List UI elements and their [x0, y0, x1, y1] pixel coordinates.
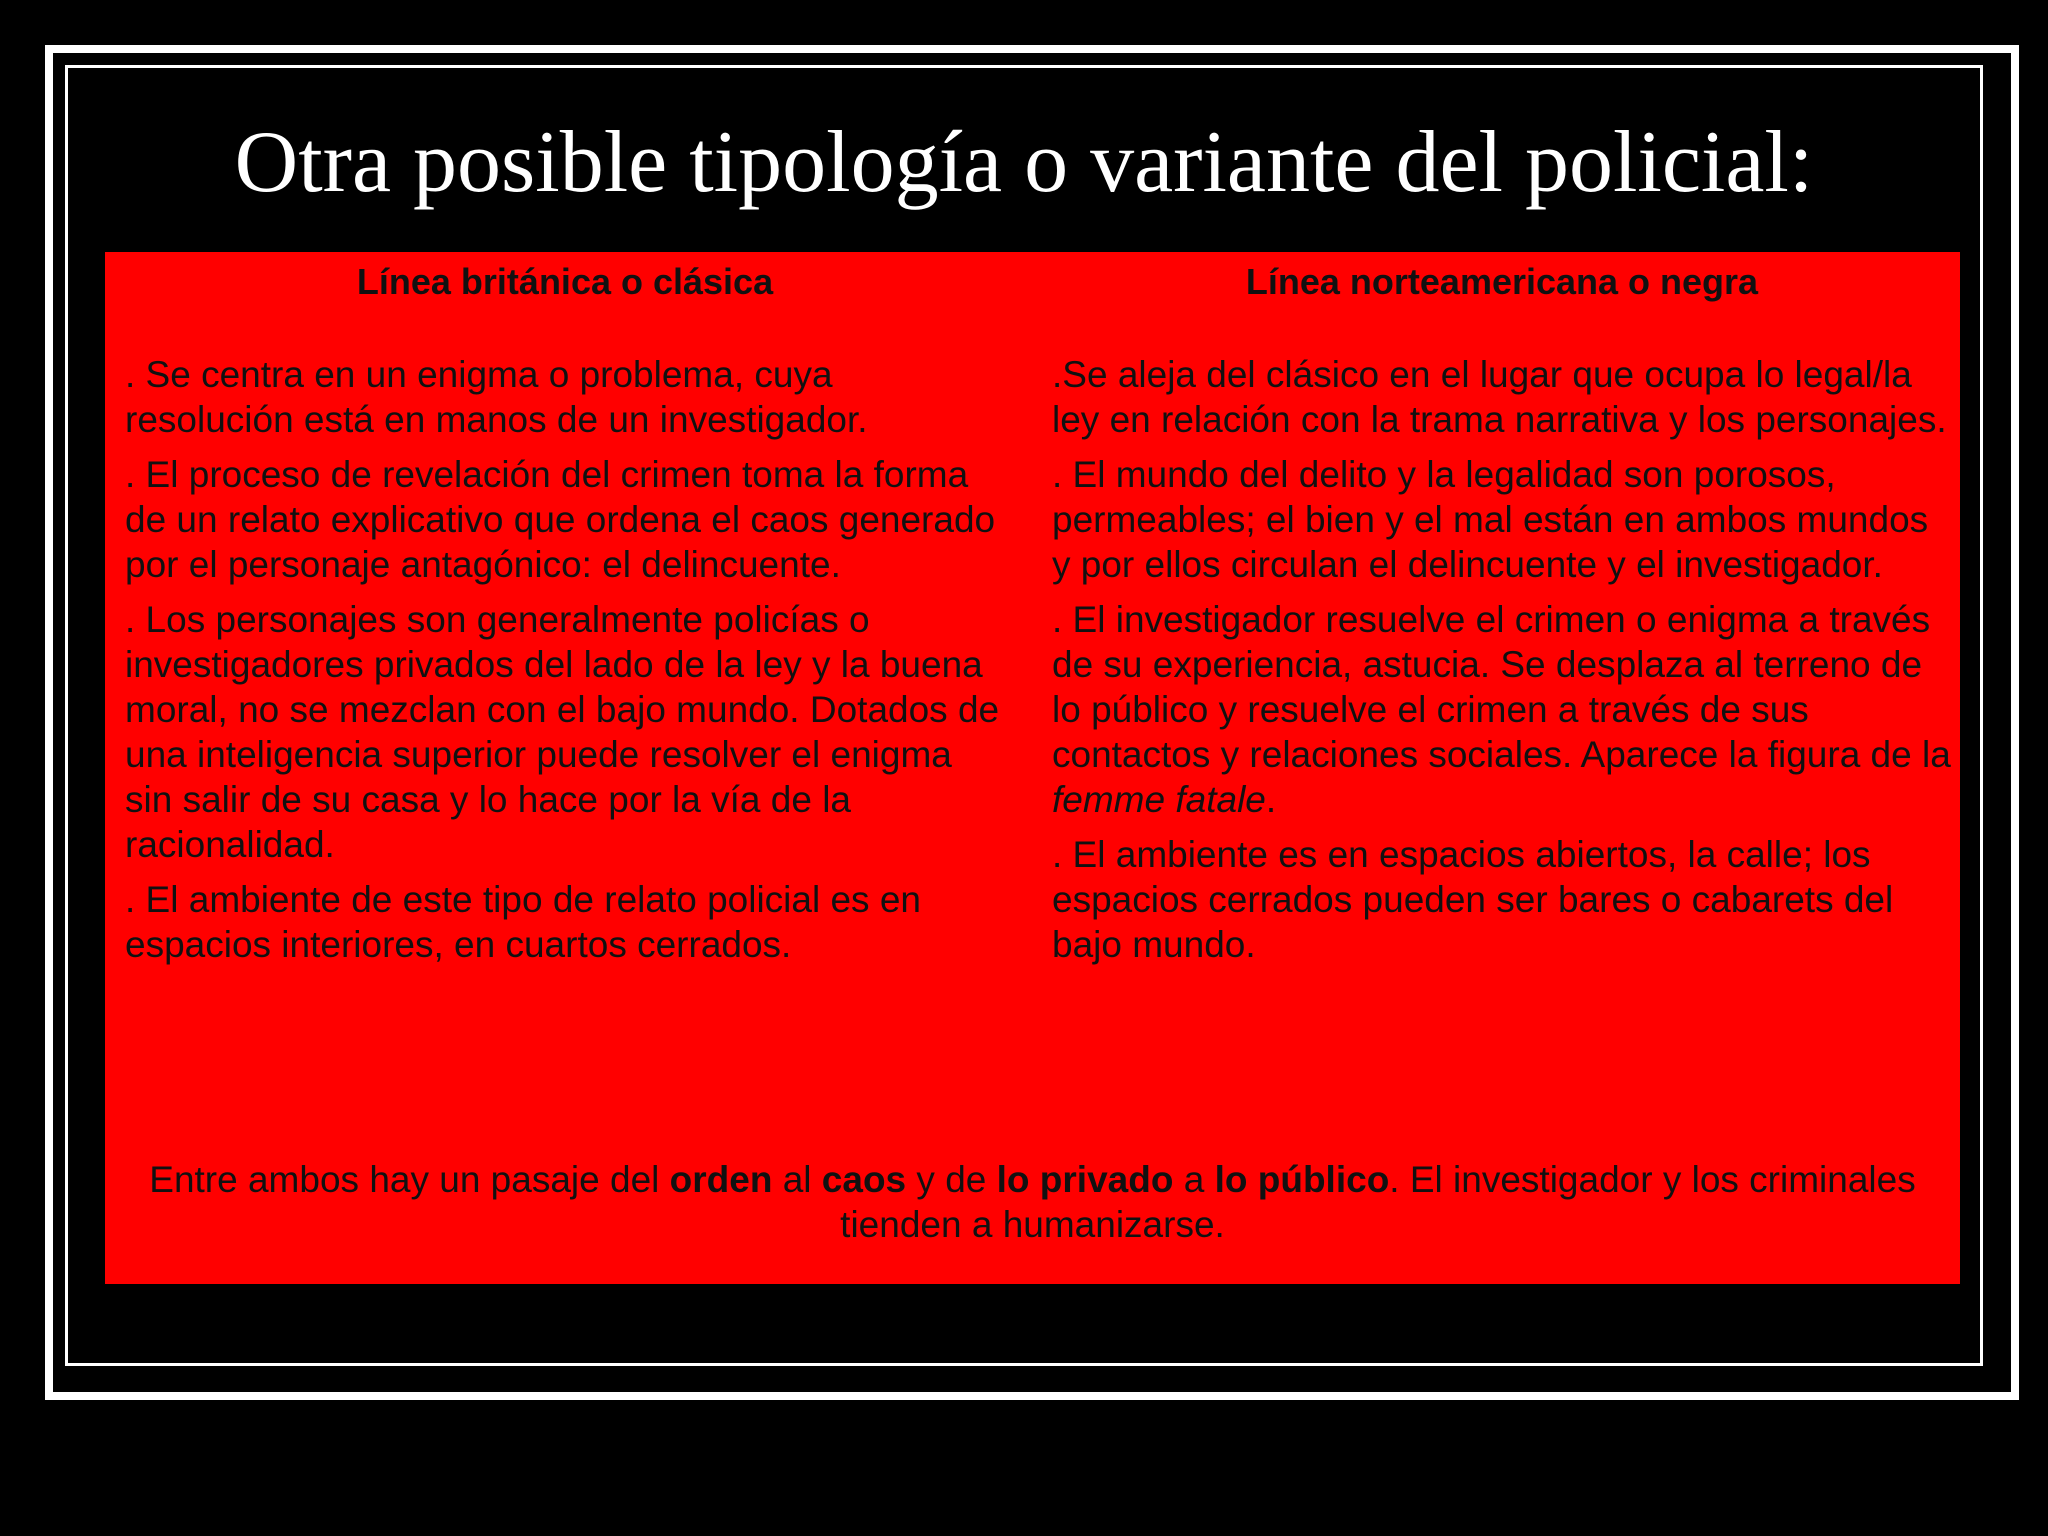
british-line-heading: Línea británica o clásica: [356, 261, 774, 302]
summary-part: al: [772, 1159, 822, 1200]
summary-part: a: [1173, 1159, 1215, 1200]
femme-fatale-term: femme fatale: [1052, 779, 1266, 820]
american-line-item: . El ambiente es en espacios abiertos, la calle; los espacios cerrados pueden ser bares o cabarets del bajo mundo.: [1052, 834, 1894, 965]
british-line-item: . Los personajes son generalmente policías o investigadores privados del lado de la ley y la buena moral, no se mezclan con el bajo mundo. Dotados de una inteligencia superior puede resolver el enigma sin salir de su casa y lo hace por la vía de la racionalidad.: [125, 599, 1000, 865]
american-line-item-text: . El investigador resuelve el crimen o enigma a través de su experiencia, astucia. Se desplaza al terreno de lo público y resuelve el crimen a través de sus contactos y relaciones sociales. Aparece la figura de la: [1052, 599, 1951, 775]
summary-bold-caos: caos: [821, 1159, 907, 1200]
summary-bold-orden: orden: [669, 1159, 773, 1200]
slide-title: Otra posible tipología o variante del policial:: [234, 114, 1814, 211]
british-line-item: . El proceso de revelación del crimen toma la forma de un relato explicativo que ordena el caos generado por el personaje antagónico: el delincuente.: [125, 454, 996, 585]
summary-text: [105, 1157, 1960, 1247]
summary-bold-publico: lo público: [1214, 1159, 1390, 1200]
british-line-item: . El ambiente de este tipo de relato policial es en espacios interiores, en cuartos cerrados.: [125, 879, 921, 965]
american-line-item-end: .: [1265, 779, 1277, 820]
british-line-column: [125, 258, 1005, 977]
american-line-item: .Se aleja del clásico en el lugar que ocupa lo legal/la ley en relación con la trama narrativa y los personajes.: [1052, 354, 1947, 440]
summary-part: y de: [906, 1159, 997, 1200]
comparison-panel: [105, 252, 1960, 1284]
summary-part: Entre ambos hay un pasaje del: [149, 1159, 670, 1200]
american-line-item: . El mundo del delito y la legalidad son porosos, permeables; el bien y el mal están en ambos mundos y por ellos circulan el delincuente y el investigador.: [1052, 454, 1929, 585]
summary-part: . El investigador y los criminales tienden a humanizarse.: [840, 1159, 1916, 1245]
american-line-column: [1052, 258, 1952, 977]
american-line-item: [1052, 597, 1952, 822]
british-line-item: . Se centra en un enigma o problema, cuya resolución está en manos de un investigador.: [125, 354, 868, 440]
american-line-heading: Línea norteamericana o negra: [1245, 261, 1759, 302]
summary-bold-privado: lo privado: [996, 1159, 1174, 1200]
